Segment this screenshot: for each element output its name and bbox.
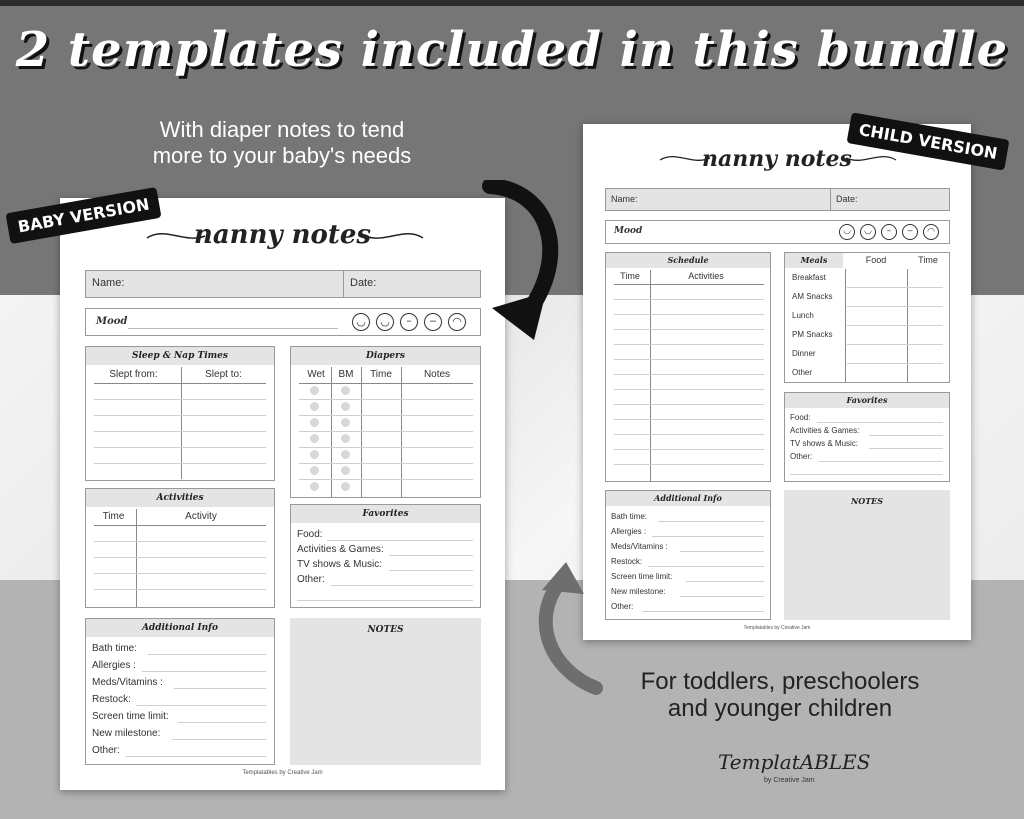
black-curved-arrow-icon <box>482 180 572 350</box>
mood-row <box>85 308 481 336</box>
happy-face-icon: ◡ <box>376 313 394 331</box>
meh-face-icon: ‒ <box>424 313 442 331</box>
allergies-label: Allergies : <box>611 527 647 536</box>
very-happy-face-icon: ◡ <box>352 313 370 331</box>
meals-time-header: Time <box>918 255 938 265</box>
schedule-time-header: Time <box>620 271 640 281</box>
schedule-section <box>605 252 771 482</box>
child-notes-title: NOTES <box>850 496 884 506</box>
other-label: Other: <box>611 602 634 611</box>
wet-header: Wet <box>307 369 325 380</box>
other-label: Other: <box>92 745 120 756</box>
bath-time-label: Bath time: <box>92 643 138 654</box>
child-mood-label: Mood <box>614 226 643 236</box>
name-label: Name: <box>92 277 125 289</box>
brand-name: TemplatABLES <box>718 750 871 774</box>
meh-face-icon: ‒ <box>902 224 918 240</box>
favorite-tv-label: TV shows & Music: <box>790 439 859 448</box>
child-name-label: Name: <box>611 194 638 204</box>
baby-sheet-title: nanny notes <box>193 220 372 250</box>
time-header: Time <box>370 369 392 380</box>
sad-face-icon: ◠ <box>923 224 939 240</box>
bm-checkbox <box>341 466 350 475</box>
child-notes-section <box>784 490 950 620</box>
activity-header: Activity <box>185 511 217 522</box>
wet-checkbox <box>310 450 319 459</box>
neutral-face-icon: – <box>400 313 418 331</box>
title-swirl-icon <box>658 148 898 170</box>
mood-label: Mood <box>96 316 128 327</box>
additional-info-title: Additional Info <box>86 619 274 637</box>
restock-label: Restock: <box>611 557 643 566</box>
favorite-activities-label: Activities & Games: <box>297 544 384 555</box>
favorite-food-label: Food: <box>790 413 811 422</box>
baby-template-sheet <box>60 198 505 790</box>
notes-header: Notes <box>423 369 451 380</box>
schedule-title: Schedule <box>606 253 770 268</box>
child-name-date-row <box>605 188 950 211</box>
name-date-row <box>85 270 481 298</box>
favorite-food-label: Food: <box>297 529 323 540</box>
milestone-label: New milestone: <box>92 728 161 739</box>
child-description-line-2: and younger children <box>667 695 893 722</box>
meal-row-label: AM Snacks <box>792 292 833 301</box>
restock-label: Restock: <box>92 694 131 705</box>
meds-label: Meds/Vitamins : <box>611 542 668 551</box>
meal-row-label: Breakfast <box>792 273 826 282</box>
bm-checkbox <box>341 482 350 491</box>
wet-checkbox <box>310 402 319 411</box>
baby-description-line-1: With diaper notes to tend <box>159 117 405 142</box>
diapers-section-title: Diapers <box>291 347 480 365</box>
meal-row-label: Other <box>792 368 813 377</box>
bath-time-label: Bath time: <box>611 512 648 521</box>
wet-checkbox <box>310 418 319 427</box>
sleep-nap-section <box>85 346 275 481</box>
wet-checkbox <box>310 482 319 491</box>
headline: 2 templates included in this bundle <box>15 22 1009 78</box>
notes-section <box>290 618 481 765</box>
meals-section <box>784 252 950 383</box>
bm-checkbox <box>341 418 350 427</box>
neutral-face-icon: – <box>881 224 897 240</box>
favorite-other-label: Other: <box>790 452 813 461</box>
child-favorites-title: Favorites <box>785 393 949 408</box>
bm-checkbox <box>341 386 350 395</box>
favorites-section <box>290 504 481 608</box>
bm-checkbox <box>341 434 350 443</box>
baby-version-badge: BABY VERSION <box>5 187 161 244</box>
meal-row-label: Dinner <box>792 349 816 358</box>
child-description <box>590 668 970 722</box>
allergies-label: Allergies : <box>92 660 136 671</box>
milestone-label: New milestone: <box>611 587 666 596</box>
slept-from-header: Slept from: <box>109 369 158 380</box>
sleep-section-title: Sleep & Nap Times <box>86 347 274 365</box>
child-template-sheet <box>583 124 971 640</box>
child-date-label: Date: <box>836 194 858 204</box>
child-mood-row <box>605 220 950 244</box>
activities-time-header: Time <box>102 511 125 522</box>
baby-footer: Templatables by Creative Jam <box>242 770 323 776</box>
child-footer: Templatables by Creative Jam <box>743 625 811 631</box>
wet-checkbox <box>310 434 319 443</box>
brand-sub: by Creative Jam <box>764 777 815 784</box>
screen-time-label: Screen time limit: <box>92 711 169 722</box>
bm-checkbox <box>341 402 350 411</box>
screen-time-label: Screen time limit: <box>611 572 673 581</box>
favorite-tv-label: TV shows & Music: <box>297 559 383 570</box>
baby-description-line-2: more to your baby's needs <box>152 143 412 168</box>
favorite-other-label: Other: <box>297 574 325 585</box>
happy-face-icon: ◡ <box>860 224 876 240</box>
favorites-section-title: Favorites <box>291 505 480 523</box>
child-favorites-section <box>784 392 950 482</box>
notes-title: NOTES <box>367 625 404 635</box>
title-swirl-icon <box>145 224 425 250</box>
child-description-line-1: For toddlers, preschoolers <box>640 668 920 695</box>
date-label: Date: <box>350 277 377 289</box>
meal-row-label: PM Snacks <box>792 330 833 339</box>
additional-info-section <box>85 618 275 765</box>
schedule-activities-header: Activities <box>688 271 724 281</box>
sad-face-icon: ◠ <box>448 313 466 331</box>
child-additional-info-section <box>605 490 771 620</box>
child-additional-info-title: Additional Info <box>606 491 770 506</box>
child-sheet-title: nanny notes <box>702 146 852 172</box>
meal-row-label: Lunch <box>792 311 814 320</box>
wet-checkbox <box>310 386 319 395</box>
bm-header: BM <box>338 369 354 380</box>
meds-label: Meds/Vitamins : <box>92 677 163 688</box>
diapers-section <box>290 346 481 498</box>
very-happy-face-icon: ◡ <box>839 224 855 240</box>
child-version-badge: CHILD VERSION <box>847 112 1010 170</box>
baby-description <box>112 117 452 169</box>
activities-section <box>85 488 275 608</box>
favorite-activities-label: Activities & Games: <box>790 426 860 435</box>
meals-food-header: Food <box>865 255 887 265</box>
activities-section-title: Activities <box>86 489 274 507</box>
slept-to-header: Slept to: <box>205 369 242 380</box>
wet-checkbox <box>310 466 319 475</box>
meals-title: Meals <box>785 253 843 268</box>
bm-checkbox <box>341 450 350 459</box>
templatables-logo <box>718 750 871 790</box>
